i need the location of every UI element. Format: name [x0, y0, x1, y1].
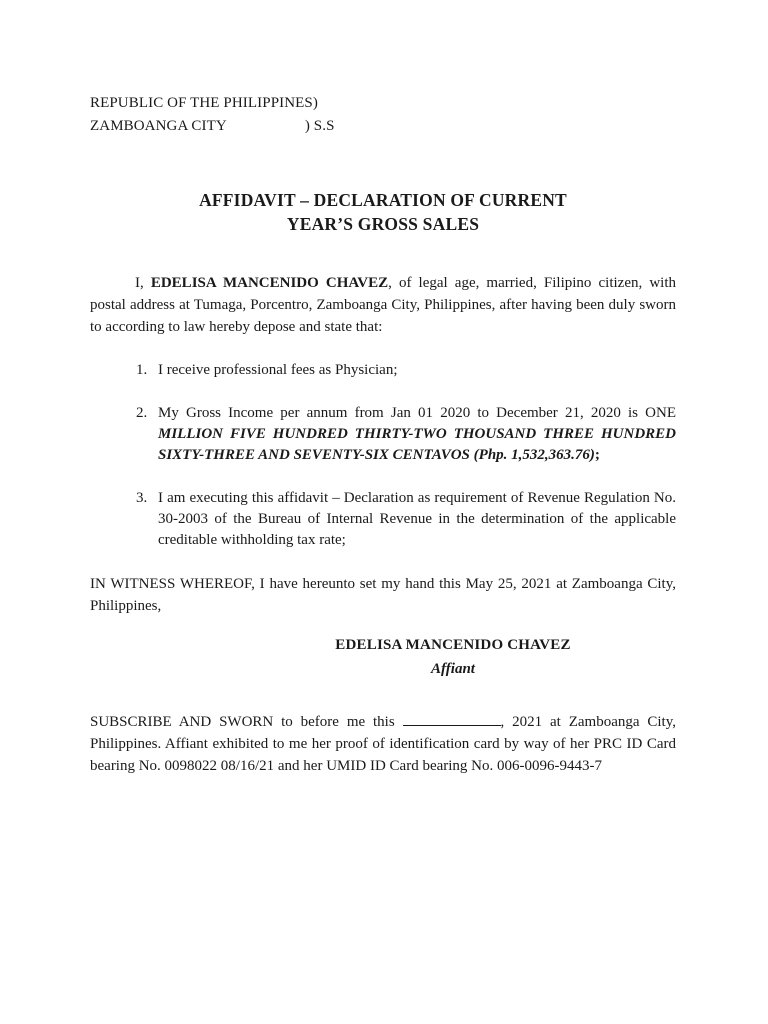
intro-paragraph	[90, 272, 676, 338]
list-item-text: I receive professional fees as Physician;	[158, 362, 398, 378]
list-item-text: My Gross Income per annum from Jan 01 2020 to December 21, 2020 is ONE	[158, 405, 676, 421]
statement-list	[90, 360, 676, 551]
intro-text: , of legal age, married, Filipino citizen, with postal address at Tumaga, Porcentro, Zamboanga City, Philippines, after having been duly sworn to according to law hereby depose and state that:	[90, 275, 676, 335]
list-item-number: 3.	[136, 490, 148, 506]
affidavit-document	[90, 92, 676, 792]
venue-line-republic	[90, 92, 676, 115]
venue-republic: REPUBLIC OF THE PHILIPPINES)	[90, 95, 318, 111]
signature-role: Affiant	[431, 661, 475, 677]
signature-block	[330, 633, 576, 681]
list-item-text: I am executing this affidavit – Declaration as requirement of Revenue Regulation No. 30-2003 of the Bureau of Internal Revenue in the determination of the applicable creditable withholding tax rate;	[158, 490, 676, 548]
title-line-2: YEAR’S GROSS SALES	[286, 214, 480, 234]
signature-name: EDELISA MANCENIDO CHAVEZ	[335, 637, 571, 653]
amount-in-figures: (Php. 1,532,363.76)	[469, 447, 595, 463]
list-item	[90, 488, 676, 551]
jurat-lead: SUBSCRIBE AND SWORN to before me this	[90, 714, 403, 730]
witness-paragraph: IN WITNESS WHEREOF, I have hereunto set my hand this May 25, 2021 at Zamboanga City, Philippines,	[90, 576, 676, 614]
amount-suffix: ;	[594, 447, 600, 463]
jurat-paragraph	[90, 711, 676, 777]
date-blank-line	[403, 711, 501, 726]
amount-in-words: MILLION FIVE HUNDRED THIRTY-TWO THOUSAND THREE HUNDRED SIXTY-THREE AND SEVENTY-SIX CENTAVOS	[158, 426, 676, 463]
list-item	[90, 403, 676, 466]
venue-line-city	[90, 115, 676, 138]
jurat-text: , 2021 at Zamboanga City, Philippines. Affiant exhibited to me her proof of identification card by way of her PRC ID Card bearing No. 0098022 08/16/21 and her UMID ID Card bearing No. 006-0096-9443-7	[90, 714, 676, 774]
venue-ss: ) S.S	[304, 118, 335, 134]
list-item-number: 2.	[136, 405, 148, 421]
document-title	[90, 188, 676, 236]
affiant-name-inline: EDELISA MANCENIDO CHAVEZ	[150, 275, 389, 291]
venue-block	[90, 92, 676, 138]
list-item	[90, 360, 676, 381]
list-item-number: 1.	[136, 362, 148, 378]
venue-city: ZAMBOANGA CITY	[90, 118, 227, 134]
intro-prefix: I,	[135, 275, 151, 291]
title-line-1: AFFIDAVIT – DECLARATION OF CURRENT	[199, 190, 567, 210]
